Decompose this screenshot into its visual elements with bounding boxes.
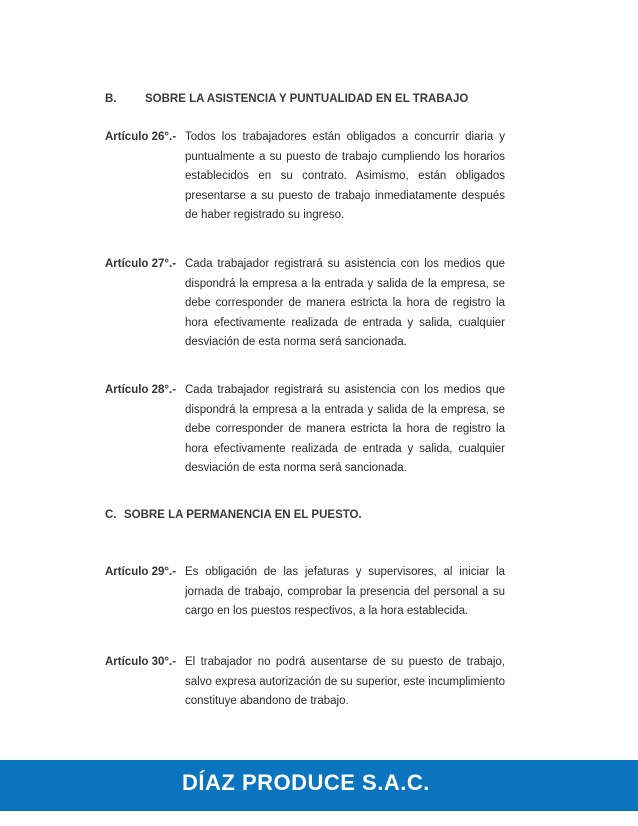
company-name: DÍAZ PRODUCE S.A.C. [182, 770, 430, 795]
section-letter: C. [105, 509, 117, 521]
article-label: Artículo 26°.- [105, 131, 177, 143]
section-letter: B. [105, 93, 117, 105]
section-title: SOBRE LA PERMANENCIA EN EL PUESTO. [124, 509, 362, 521]
article-label: Artículo 29°.- [105, 566, 177, 578]
article-26 [105, 128, 505, 226]
article-text: Cada trabajador registrará su asistencia con los medios que dispondrá la empresa a la entrada y salida de la empresa, se debe corresponder de manera estricta la hora de registro la hora efectivamente realizada de entrada y salida, cualquier desviación de esta norma será sancionada. [185, 258, 505, 348]
article-text: Todos los trabajadores están obligados a concurrir diaria y puntualmente a su puesto de trabajo cumpliendo los horarios establecidos en su contrato. Asimismo, están obligados presentarse a su puesto de trabajo inmediatamente después de haber registrado su ingreso. [185, 131, 505, 221]
article-27 [105, 255, 505, 353]
section-heading-b [105, 93, 468, 105]
article-30 [105, 653, 505, 712]
article-text: Cada trabajador registrará su asistencia con los medios que dispondrá la empresa a la entrada y salida de la empresa, se debe corresponder de manera estricta la hora de registro la hora efectivamente realizada de entrada y salida, cualquier desviación de esta norma será sancionada. [185, 384, 505, 474]
article-28 [105, 381, 505, 479]
article-label: Artículo 27°.- [105, 258, 177, 270]
article-text: El trabajador no podrá ausentarse de su puesto de trabajo, salvo expresa autorización de su superior, este incumplimiento constituye abandono de trabajo. [185, 656, 505, 707]
section-title: SOBRE LA ASISTENCIA Y PUNTUALIDAD EN EL TRABAJO [145, 93, 469, 105]
footer-bar [0, 760, 638, 811]
article-label: Artículo 30°.- [105, 656, 177, 668]
article-label: Artículo 28°.- [105, 384, 177, 396]
section-heading-c [105, 509, 362, 521]
article-text: Es obligación de las jefaturas y supervisores, al iniciar la jornada de trabajo, comprobar la presencia del personal a su cargo en los puestos respectivos, a la hora establecida. [185, 566, 505, 617]
article-29 [105, 563, 505, 622]
